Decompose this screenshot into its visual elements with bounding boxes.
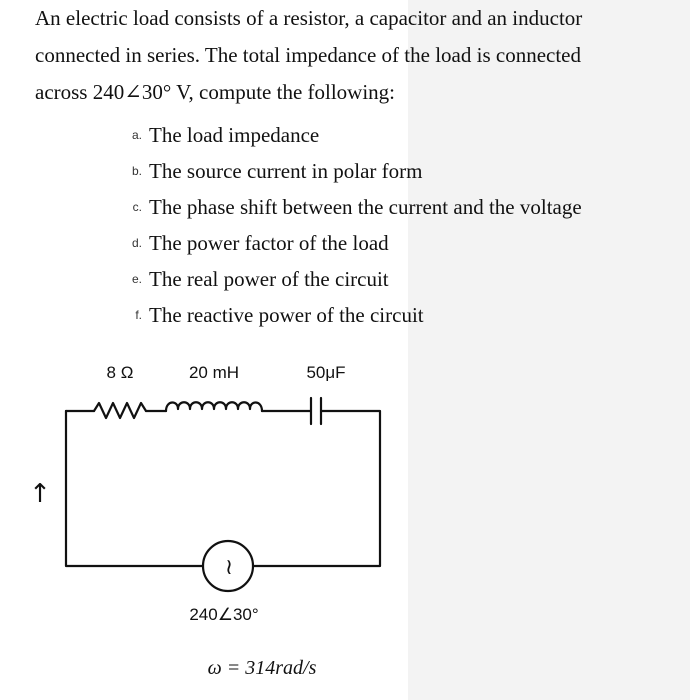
- question-marker: e.: [131, 272, 142, 286]
- wire-left: [66, 411, 203, 566]
- resistor-label: 8 Ω: [106, 363, 134, 382]
- ac-wave-icon: ≀: [224, 555, 234, 580]
- problem-line-1: An electric load consists of a resistor, a capacitor and an inductor: [35, 6, 583, 30]
- question-text: The reactive power of the circuit: [149, 303, 424, 327]
- source-voltage-label: 240∠30°: [189, 605, 259, 624]
- question-text: The real power of the circuit: [149, 267, 389, 291]
- wire-right: [253, 411, 380, 566]
- question-text: The phase shift between the current and the voltage: [149, 195, 582, 219]
- inductor-label: 20 mH: [188, 363, 240, 382]
- circuit-diagram: [0, 340, 690, 700]
- problem-statement: [35, 0, 675, 111]
- question-text: The source current in polar form: [149, 159, 423, 183]
- question-text: The load impedance: [149, 123, 320, 147]
- angular-frequency-label: ω = 314rad/s: [207, 657, 317, 679]
- current-direction-arrow-icon: ↑: [29, 479, 51, 509]
- problem-line-3: across 240∠30° V, compute the following:: [35, 80, 396, 104]
- problem-line-2: connected in series. The total impedance of the load is connected: [35, 43, 581, 67]
- question-marker: d.: [131, 236, 142, 250]
- inductor-symbol: [166, 402, 262, 411]
- question-text: The power factor of the load: [149, 231, 389, 255]
- question-marker: b.: [131, 164, 142, 178]
- question-marker: f.: [135, 308, 142, 322]
- question-marker: a.: [131, 128, 142, 142]
- resistor-symbol: [94, 403, 146, 418]
- capacitor-label: 50μF: [306, 363, 346, 382]
- question-marker: c.: [132, 200, 142, 214]
- capacitor-symbol: [311, 398, 321, 424]
